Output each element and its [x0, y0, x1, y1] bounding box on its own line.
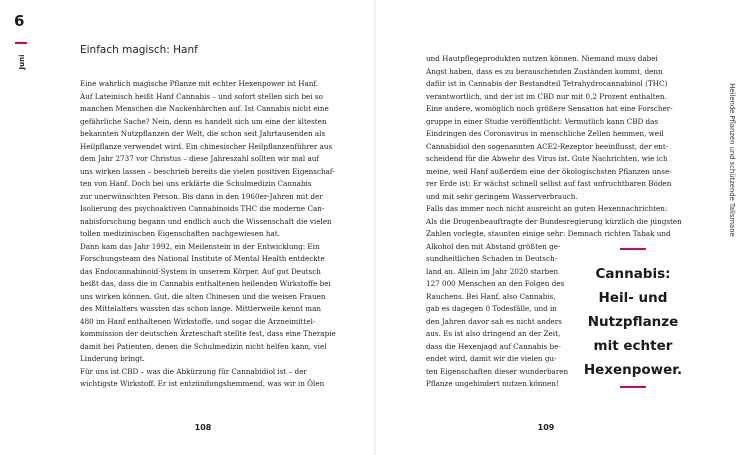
text-line: ten von Hanf. Doch bei uns erklärte die Schulmedizin Cannabis	[80, 179, 312, 188]
text-line: wichtigste Wirkstoff. Er ist entzündungshemmend, was wir in Ölen	[80, 379, 325, 388]
text-line: manchen Menschen die Nackenhärchen auf. Ist Cannabis nicht eine	[80, 104, 329, 113]
text-line: und Hautpflegeprodukten nutzen können. Niemand muss dabei	[426, 54, 658, 63]
text-line: Alkohol den mit Abstand größten ge-	[426, 241, 561, 251]
text-line: verantwortlich, und der ist im CBD nur mit 0,2 Prozent enthalten.	[426, 91, 667, 101]
text-line: meine, weil Hanf außerdem eine der ökologischsten Pflanzen unse-	[426, 166, 672, 176]
text-line: Pflanze ungehindert nutzen können!	[426, 379, 559, 388]
text-line: damit bei Patienten, denen die Schulmedizin nicht helfen kann, viel	[80, 341, 327, 351]
pull-quote-rule-top	[620, 248, 646, 250]
text-line: 480 im Hanf enthaltenen Wirkstoffe, und sogar die Arzneimittel-	[80, 316, 316, 326]
pull-quote-line: mit echter	[593, 338, 673, 354]
text-line: ten Eigenschaften dieser wunderbaren	[426, 366, 569, 376]
text-line: Auf Lateinisch heißt Hanf Cannabis – und sofort stellen sich bei so	[80, 91, 323, 101]
text-line: nabisforschung begann und endlich auch die Wissenschaft die vielen	[80, 216, 332, 226]
text-line: uns wirken lassen – beschrieb bereits die vielen positiven Eigenschaf-	[80, 166, 335, 176]
text-line: endet wird, damit wir die vielen gu-	[426, 354, 557, 363]
page-gutter	[374, 0, 376, 455]
text-line: dem Jahr 2737 vor Christus – diese Jahreszahl sollten wir mal auf	[80, 154, 320, 163]
text-line: Eine wahrlich magische Pflanze mit echter Hexenpower ist Hanf.	[80, 79, 319, 88]
text-line: uns wirken können. Gut, die alten Chinesen und die weisen Frauen	[80, 291, 326, 301]
text-line: Heilpflanze verwendet wird. Ein chinesischer Heilpflanzenführer aus	[80, 141, 333, 151]
text-line: Forschungsteam des National Institute of Mental Health entdeckte	[80, 254, 325, 263]
text-line: Angst haben, dass es zu berauschenden Zuständen kommt, denn	[426, 66, 663, 76]
text-line: und mit sehr geringem Wasserverbrauch.	[426, 191, 578, 201]
text-line: gruppe in einer Studie veröffentlicht: Vermutlich kann CBD das	[426, 116, 659, 126]
running-side-label: Heilende Pflanzen und schützende Talismane	[728, 83, 736, 237]
text-line: den Jahren davor sah es nicht anders	[426, 316, 562, 326]
page-number-right: 109	[537, 423, 555, 432]
text-line: Dann kam das Jahr 1992, ein Meilenstein in der Entwicklung: Ein	[80, 241, 320, 251]
left-body-text	[80, 78, 342, 391]
text-line: scheidend für die Abwehr des Virus ist. Gute Nachrichten, wie ich	[426, 154, 668, 163]
text-line: kommission der deutschen Ärzteschaft stellte fest, dass eine Therapie	[80, 329, 336, 338]
day-number: 6	[14, 12, 25, 30]
text-line: heißt das, dass die in Cannabis enthaltenen heilenden Wirkstoffe bei	[80, 279, 331, 288]
text-line: sundheitlichen Schaden in Deutsch-	[426, 254, 558, 263]
text-line: land an. Allein im Jahr 2020 starben	[426, 266, 559, 276]
text-line: dafür ist in Cannabis der Bestandteil Tetrahydrocannabinol (THC)	[426, 79, 668, 88]
text-line: Eine andere, womöglich noch größere Sensation hat eine Forscher-	[426, 104, 673, 113]
text-line: gefährliche Sache? Nein, denn es handelt sich um eine der ältesten	[80, 116, 327, 126]
pull-quote-line: Cannabis:	[595, 266, 671, 282]
text-line: Falls das immer noch nicht ausreicht an guten Hexennachrichten:	[426, 204, 668, 213]
pull-quote	[567, 262, 699, 382]
pull-quote-line: Nutzpflanze	[587, 314, 679, 330]
pull-quote-line: Hexenpower.	[583, 362, 683, 378]
text-line: Für uns ist CBD – was die Abkürzung für Cannabidiol ist – der	[80, 366, 307, 376]
text-line: gab es dagegen 0 Todesfälle, und in	[426, 304, 557, 313]
text-line: Rauchens. Bei Hanf, also Cannabis,	[426, 291, 556, 301]
text-line: zur unerwünschten Person. Bis dann in den 1960er-Jahren mit der	[80, 191, 323, 201]
pull-quote-line: Heil- und	[598, 290, 668, 306]
text-line: des Mittelalters wussten das schon lange. Mittlerweile kennt man	[80, 304, 321, 313]
section-title: Einfach magisch: Hanf	[80, 44, 198, 56]
text-line: Cannabidiol den sogenannten ACE2-Rezeptor beeinflusst, der ent-	[426, 141, 669, 151]
page-number-left: 108	[194, 423, 212, 432]
text-line: Zahlen vorlegte, staunten einige sehr: Demnach richten Tabak und	[426, 229, 671, 238]
text-line: bekannten Nutzpflanzen der Welt, die schon seit Jahrtausenden als	[80, 129, 326, 138]
pull-quote-rule-bottom	[620, 386, 646, 388]
month-label: Juni	[18, 54, 26, 70]
text-line: 127 000 Menschen an den Folgen des	[426, 279, 565, 288]
text-line: Isolierung des psychoaktiven Cannabinoids THC die moderne Can-	[80, 204, 325, 213]
text-line: rer Erde ist: Er wächst schnell selbst auf fast unfruchtbaren Böden	[426, 179, 672, 188]
text-line: Eindringen des Coronavirus in menschliche Zellen hemmen, weil	[426, 129, 664, 138]
text-line: das Endocannabinoid-System in unserem Körper. Auf gut Deutsch	[80, 266, 321, 276]
text-line: dass die Hexenjagd auf Cannabis be-	[426, 341, 561, 351]
text-line: Als die Drogenbeauftragte der Bundesregierung kürzlich die jüngsten	[426, 216, 682, 226]
month-marker-rule	[15, 42, 27, 44]
text-line: aus. Es ist also dringend an der Zeit,	[426, 329, 561, 338]
text-line: tollen medizinischen Eigenschaften nachgewiesen hat.	[80, 229, 280, 238]
text-line: Linderung bringt.	[80, 354, 145, 363]
